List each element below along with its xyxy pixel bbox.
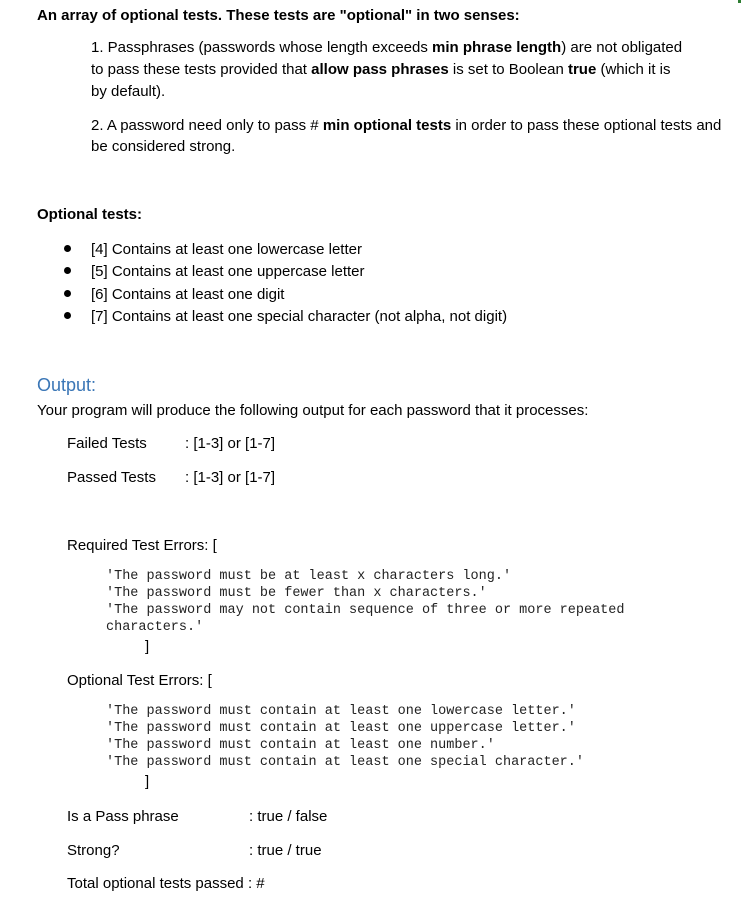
passphrase-label: Is a Pass phrase [67,808,179,825]
intro-p2-line2: be considered strong. [91,138,236,155]
total-optional-passed: Total optional tests passed : # [67,875,265,892]
strong-value: : true / true [249,842,322,859]
failed-tests-label: Failed Tests [67,435,147,452]
required-error-line: 'The password may not contain sequence of three or more repeated [106,603,625,618]
intro-p1-line2: to pass these tests provided that allow pass phrases is set to Boolean true (which it is [91,61,671,78]
output-description: Your program will produce the following output for each password that it processes: [37,402,589,419]
optional-error-line: 'The password must contain at least one special character.' [106,755,584,770]
intro-p1-line3: by default). [91,83,166,100]
passphrase-value: : true / false [249,808,328,825]
bullet-icon [64,267,71,274]
passed-tests-label: Passed Tests [67,469,156,486]
optional-error-line: 'The password must contain at least one number.' [106,738,495,753]
intro-p2-line1: 2. A password need only to pass # min optional tests in order to pass these optional tests and [91,117,722,134]
intro-heading: An array of optional tests. These tests are "optional" in two senses: [37,7,520,24]
optional-test-item: [5] Contains at least one uppercase letter [91,263,365,280]
required-error-line: characters.' [106,620,204,635]
required-error-line: 'The password must be fewer than x characters.' [106,586,487,601]
intro-p1-line1: 1. Passphrases (passwords whose length exceeds min phrase length) are not obligated [91,39,683,56]
strong-label: Strong? [67,842,120,859]
passed-tests-value: : [1-3] or [1-7] [185,469,276,486]
optional-tests-heading: Optional tests: [37,206,143,223]
output-heading: Output: [37,375,97,395]
required-errors-label: Required Test Errors: [ [67,537,217,554]
required-error-line: 'The password must be at least x characters long.' [106,569,512,584]
optional-error-line: 'The password must contain at least one lowercase letter.' [106,704,576,719]
optional-test-item: [4] Contains at least one lowercase letter [91,241,362,258]
failed-tests-value: : [1-3] or [1-7] [185,435,276,452]
optional-errors-label: Optional Test Errors: [ [67,672,212,689]
bullet-icon [64,312,71,319]
bullet-icon [64,290,71,297]
required-errors-close: ] [145,638,150,655]
bullet-icon [64,245,71,252]
optional-errors-close: ] [145,773,150,790]
optional-test-item: [7] Contains at least one special character (not alpha, not digit) [91,308,508,325]
optional-error-line: 'The password must contain at least one uppercase letter.' [106,721,576,736]
optional-test-item: [6] Contains at least one digit [91,286,285,303]
